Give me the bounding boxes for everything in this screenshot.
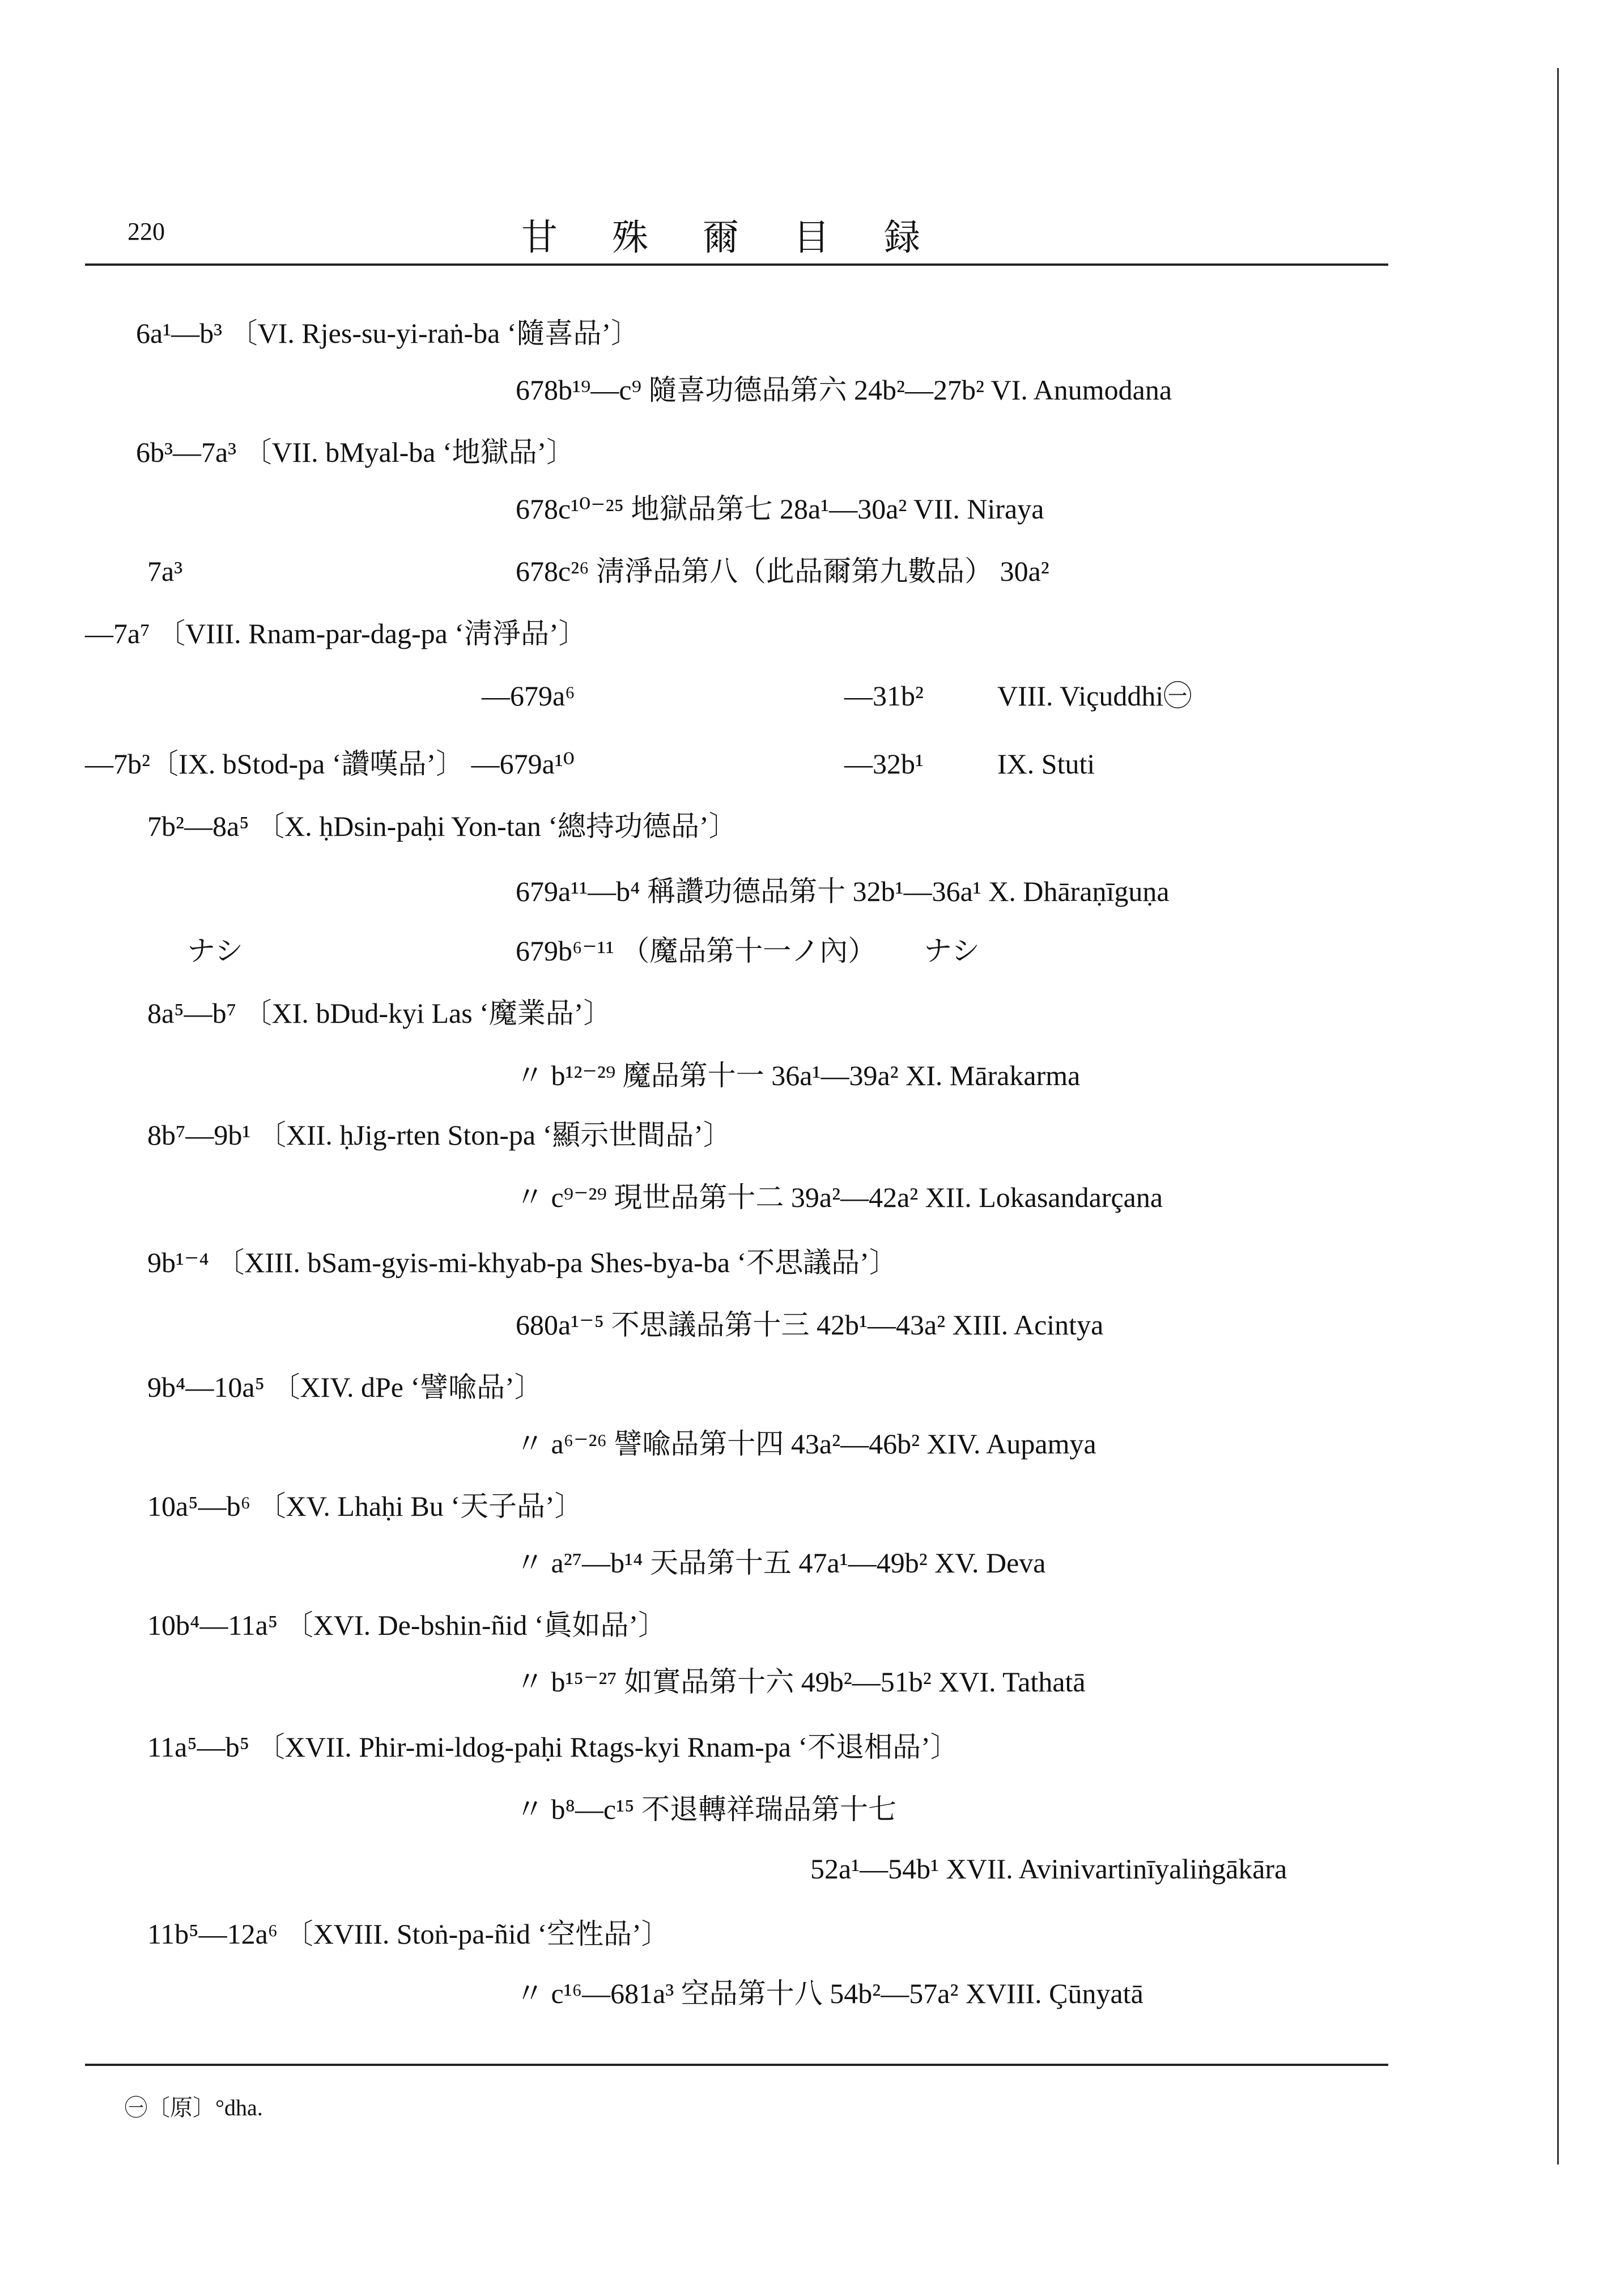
concordance-line: 52a¹—54b¹ XVII. Avinivartinīyaliṅgākāra: [810, 1853, 1287, 1885]
footnote: ㊀〔原〕°dha.: [125, 2095, 263, 2120]
concordance-line: 7a³: [147, 555, 183, 587]
concordance-line: 〃 b⁸—c¹⁵ 不退轉祥瑞品第十七: [516, 1793, 897, 1825]
page-title: [521, 209, 975, 261]
footer-rule: [85, 2064, 1388, 2066]
concordance-line: 8b⁷—9b¹ 〔XII. ḥJig-rten Ston-pa ‘顯示世間品’〕: [147, 1119, 732, 1151]
concordance-line: 678b¹⁹—c⁹ 隨喜功德品第六 24b²—27b² VI. Anumodana: [516, 374, 1172, 406]
header-rule: [85, 263, 1388, 266]
concordance-line: 678c¹⁰⁻²⁵ 地獄品第七 28a¹—30a² VII. Niraya: [516, 493, 1044, 525]
concordance-line: 679b⁶⁻¹¹ （魔品第十一ノ內）: [516, 935, 877, 967]
concordance-line: 8a⁵—b⁷ 〔XI. bDud-kyi Las ‘魔業品’〕: [147, 997, 612, 1029]
concordance-line: 〃 b¹²⁻²⁹ 魔品第十一 36a¹—39a² XI. Mārakarma: [516, 1060, 1081, 1091]
concordance-line: IX. Stuti: [997, 748, 1095, 780]
concordance-line: —7b²〔IX. bStod-pa ‘讚嘆品’〕 —679a¹⁰: [85, 748, 575, 780]
title-char: 殊: [612, 218, 653, 258]
concordance-line: 11a⁵—b⁵ 〔XVII. Phir-mi-ldog-paḥi Rtags-kyi Rnam-pa ‘不退相品’〕: [147, 1731, 959, 1763]
concordance-line: 11b⁵—12a⁶ 〔XVIII. Stoṅ-pa-ñid ‘空性品’〕: [147, 1918, 670, 1950]
concordance-line: 6a¹—b³ 〔VI. Rjes-su-yi-raṅ-ba ‘隨喜品’〕: [136, 317, 640, 349]
concordance-line: 〃 a²⁷—b¹⁴ 天品第十五 47a¹—49b² XV. Deva: [516, 1547, 1046, 1579]
concordance-line: 9b⁴—10a⁵ 〔XIV. dPe ‘譬喩品’〕: [147, 1371, 543, 1403]
title-char: 甘: [521, 218, 562, 258]
concordance-line: 10a⁵—b⁶ 〔XV. Lhaḥi Bu ‘天子品’〕: [147, 1490, 583, 1522]
concordance-line: ナシ: [187, 935, 243, 967]
concordance-line: 679a¹¹—b⁴ 稱讚功德品第十 32b¹—36a¹ X. Dhāraṇīguṇa: [516, 875, 1170, 907]
concordance-line: 7b²—8a⁵ 〔X. ḥDsin-paḥi Yon-tan ‘總持功德品’〕: [147, 810, 737, 842]
page-number: 220: [127, 218, 165, 245]
concordance-line: 〃 a⁶⁻²⁶ 譬喩品第十四 43a²—46b² XIV. Aupamya: [516, 1428, 1096, 1460]
concordance-line: 〃 c¹⁶—681a³ 空品第十八 54b²—57a² XVIII. Çūnyatā: [516, 1978, 1143, 2009]
title-char: 爾: [703, 218, 743, 258]
concordance-line: —679a⁶: [482, 680, 575, 712]
concordance-line: 〃 b¹⁵⁻²⁷ 如實品第十六 49b²—51b² XVI. Tathatā: [516, 1666, 1086, 1698]
concordance-line: 680a¹⁻⁵ 不思議品第十三 42b¹—43a² XIII. Acintya: [516, 1309, 1104, 1341]
concordance-line: —7a⁷ 〔VIII. Rnam-par-dag-pa ‘淸淨品’〕: [85, 618, 587, 649]
title-char: 目: [793, 218, 834, 258]
title-char: 録: [884, 218, 925, 258]
concordance-line: 9b¹⁻⁴ 〔XIII. bSam-gyis-mi-khyab-pa Shes-bya-ba ‘不思議品’〕: [147, 1247, 898, 1278]
concordance-line: —32b¹: [844, 748, 924, 780]
concordance-line: ナシ: [924, 935, 980, 967]
concordance-line: VIII. Viçuddhi㊀: [997, 680, 1192, 712]
page-edge-line: [1557, 68, 1559, 2165]
concordance-line: 678c²⁶ 淸淨品第八（此品爾第九數品） 30a²: [516, 555, 1049, 587]
concordance-line: 〃 c⁹⁻²⁹ 現世品第十二 39a²—42a² XII. Lokasandarçana: [516, 1181, 1163, 1213]
concordance-line: —31b²: [844, 680, 924, 712]
concordance-line: 10b⁴—11a⁵ 〔XVI. De-bshin-ñid ‘眞如品’〕: [147, 1609, 667, 1641]
concordance-line: 6b³—7a³ 〔VII. bMyal-ba ‘地獄品’〕: [136, 436, 575, 468]
